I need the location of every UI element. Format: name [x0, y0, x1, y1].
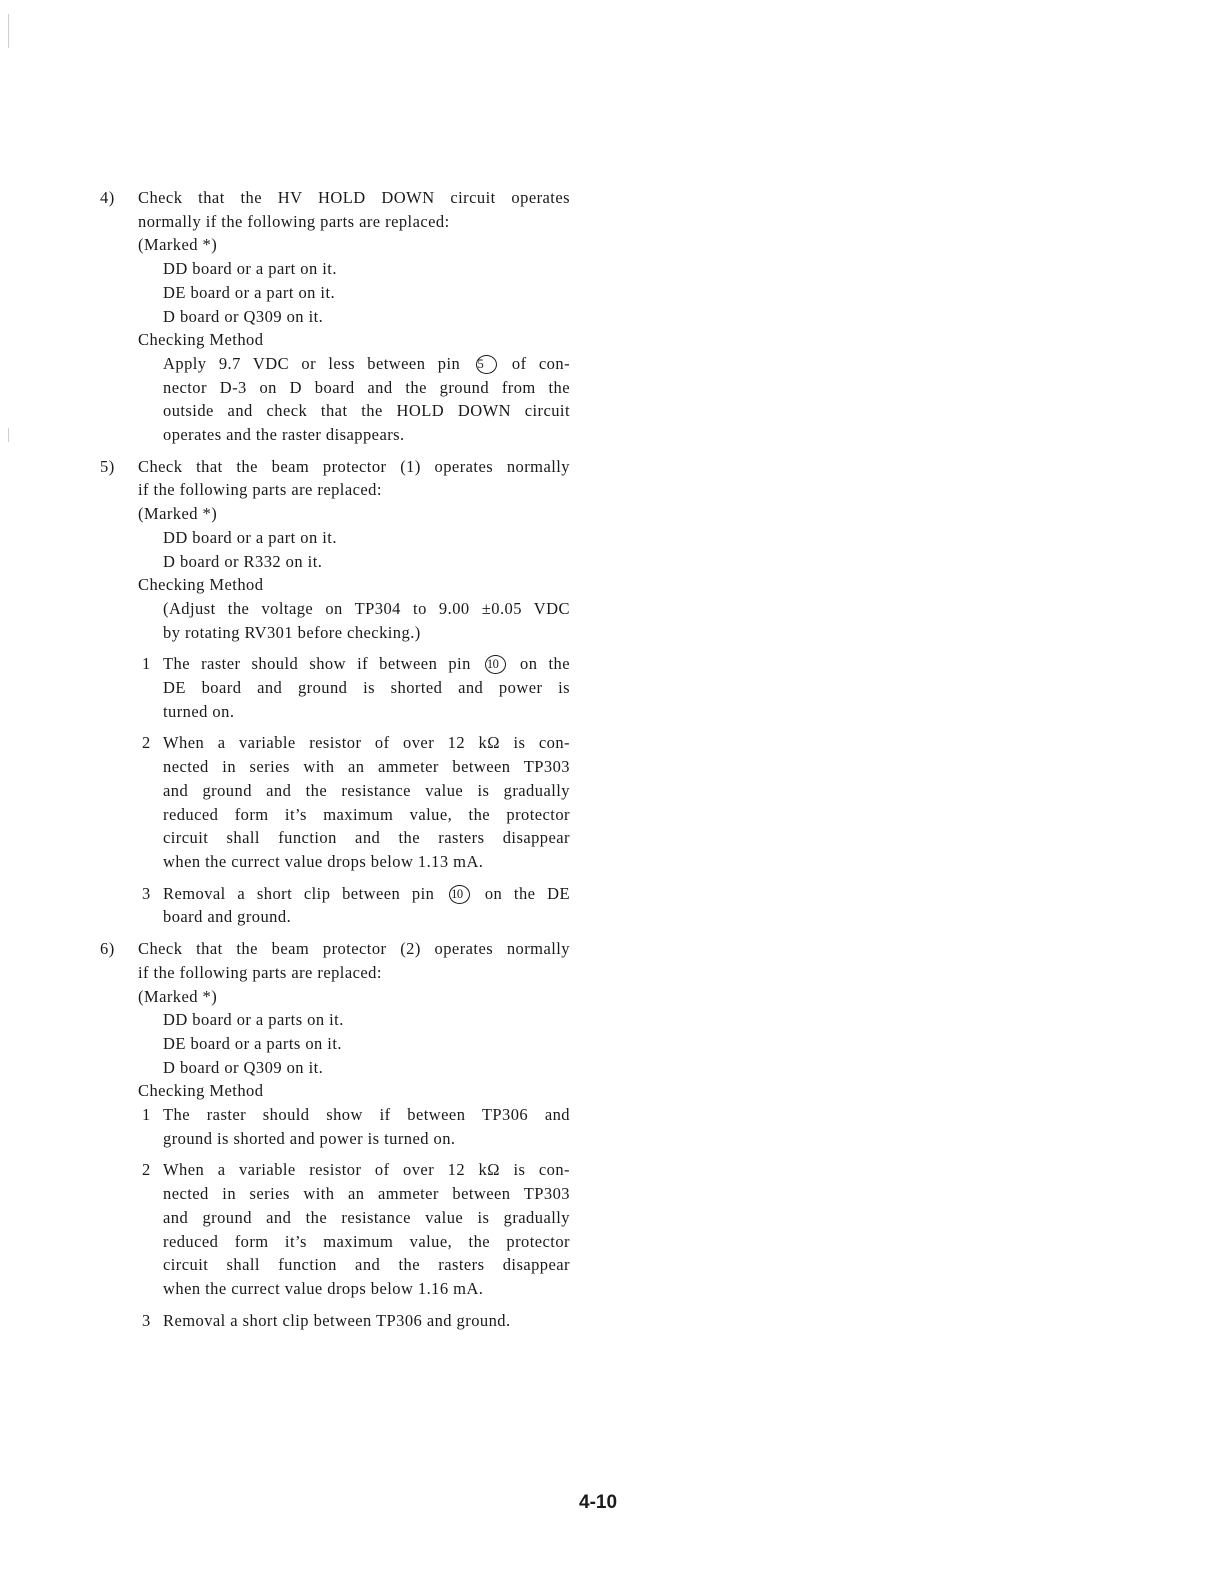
marked-note: (Marked *)	[138, 235, 218, 255]
scan-edge-mark	[8, 14, 9, 48]
checking-method-label: Checking Method	[138, 575, 264, 595]
check-step	[138, 1103, 570, 1150]
item-intro-line: if the following parts are replaced:	[138, 962, 382, 982]
step-number: 1	[142, 1105, 151, 1125]
method-line: outside and check that the HOLD DOWN circuit	[163, 401, 570, 421]
step-line: ground is shorted and power is turned on.	[163, 1128, 456, 1148]
adjust-note-line: by rotating RV301 before checking.)	[163, 622, 421, 642]
adjust-note-line: (Adjust the voltage on TP304 to 9.00 ±0.05 VDC	[163, 598, 570, 618]
scan-edge-mark	[8, 428, 9, 442]
item-intro-line: Check that the beam protector (1) operates normally	[138, 456, 570, 476]
step-number: 3	[142, 883, 151, 903]
step-line: DE board and ground is shorted and power is	[163, 678, 570, 698]
item-intro-line: if the following parts are replaced:	[138, 480, 382, 500]
step-line: When a variable resistor of over 12 kΩ is con-	[163, 1160, 570, 1180]
check-step	[138, 731, 570, 873]
step-line: The raster should show if between TP306 and	[163, 1105, 570, 1125]
step-line: The raster should show if between pin 10 on the	[163, 654, 571, 674]
step-line: and ground and the resistance value is gradually	[163, 1207, 570, 1227]
part-line: DD board or a parts on it.	[163, 1010, 344, 1030]
method-line: operates and the raster disappears.	[163, 425, 405, 445]
part-line: D board or R332 on it.	[163, 551, 323, 571]
part-line: DE board or a parts on it.	[163, 1033, 342, 1053]
step-line: Removal a short clip between pin 10 on the DE	[163, 883, 571, 903]
method-line: nector D-3 on D board and the ground from the	[163, 377, 570, 397]
part-line: D board or Q309 on it.	[163, 306, 324, 326]
method-line: Apply 9.7 VDC or less between pin 5 of con-	[163, 353, 571, 373]
marked-note: (Marked *)	[138, 986, 218, 1006]
procedure-item-4	[100, 186, 570, 447]
item-number: 4)	[100, 188, 115, 207]
step-line: reduced form it’s maximum value, the protector	[163, 1231, 570, 1251]
item-number: 5)	[100, 456, 115, 476]
item-number: 6)	[100, 939, 115, 959]
step-number: 3	[142, 1310, 151, 1330]
check-step	[138, 1309, 570, 1333]
step-line: and ground and the resistance value is gradually	[163, 780, 570, 800]
step-line: when the currect value drops below 1.16 mA.	[163, 1278, 484, 1298]
step-line: board and ground.	[163, 907, 292, 927]
item-intro-line: Check that the beam protector (2) operates normally	[138, 939, 570, 959]
part-line: DD board or a part on it.	[163, 259, 337, 279]
pin-number-circle: 10	[449, 885, 470, 904]
procedure-item-5	[100, 455, 570, 929]
item-intro-line: normally if the following parts are replaced:	[138, 211, 450, 231]
part-line: DE board or a part on it.	[163, 282, 336, 302]
step-line: nected in series with an ammeter between TP303	[163, 1184, 570, 1204]
part-line: D board or Q309 on it.	[163, 1057, 324, 1077]
step-line: nected in series with an ammeter between TP303	[163, 757, 570, 777]
step-line: reduced form it’s maximum value, the protector	[163, 804, 570, 824]
step-line: turned on.	[163, 701, 235, 721]
step-line: circuit shall function and the rasters disappear	[163, 828, 570, 848]
check-step	[138, 882, 570, 929]
item-intro-line: Check that the HV HOLD DOWN circuit operates	[138, 188, 570, 207]
page-number: 4-10	[579, 1492, 618, 1513]
pin-number-circle: 10	[485, 655, 506, 674]
procedure-column	[100, 186, 570, 1340]
step-line: when the currect value drops below 1.13 mA.	[163, 851, 484, 871]
pin-number-circle: 5	[476, 355, 497, 374]
checking-method-label: Checking Method	[138, 330, 264, 350]
step-line: Removal a short clip between TP306 and ground.	[163, 1310, 511, 1330]
step-line: circuit shall function and the rasters disappear	[163, 1255, 570, 1275]
step-number: 1	[142, 654, 151, 674]
step-number: 2	[142, 733, 151, 753]
marked-note: (Marked *)	[138, 504, 218, 524]
part-line: DD board or a part on it.	[163, 527, 337, 547]
step-number: 2	[142, 1160, 151, 1180]
check-step	[138, 652, 570, 723]
checking-method-label: Checking Method	[138, 1081, 264, 1101]
step-line: When a variable resistor of over 12 kΩ is con-	[163, 733, 570, 753]
procedure-item-6	[100, 937, 570, 1332]
check-step	[138, 1158, 570, 1300]
